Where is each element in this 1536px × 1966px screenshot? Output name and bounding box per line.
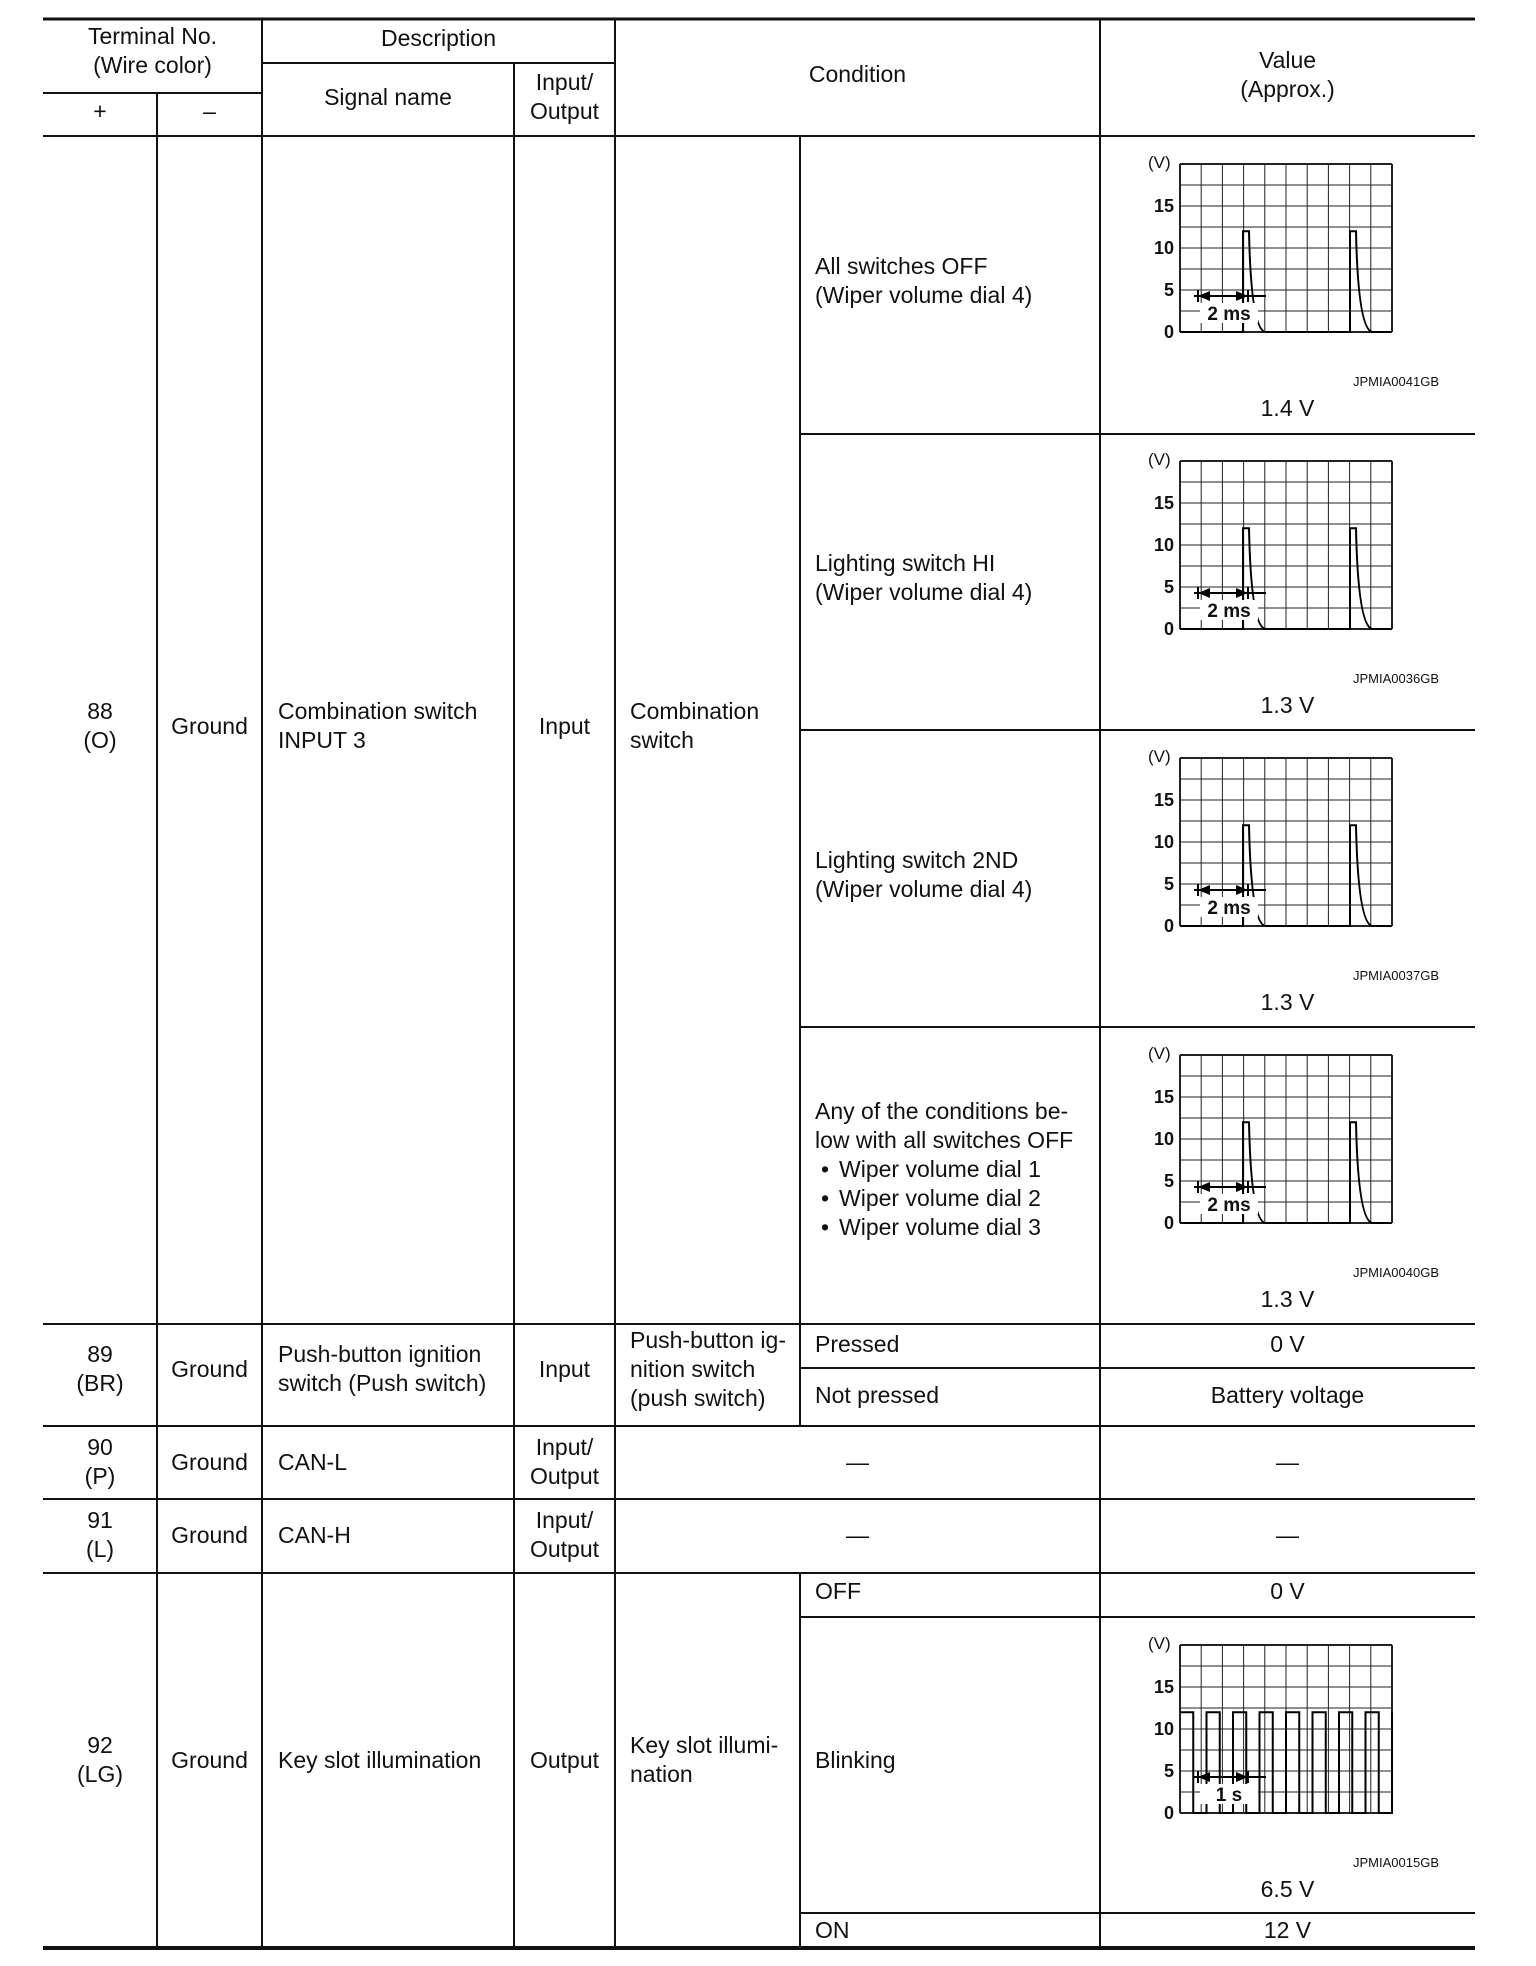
row88-io: Input — [538, 713, 591, 739]
header-plus: + — [93, 98, 107, 124]
row89-signal — [278, 1340, 514, 1398]
row88-sub4-bullet-3-text: Wiper volume dial 3 — [839, 1214, 1041, 1240]
row91-terminal — [43, 1506, 157, 1564]
row88-sub1-condition-line-2: (Wiper volume dial 4) — [815, 282, 1033, 308]
value-reading: 1.3 V — [1260, 1286, 1315, 1312]
row88-sub3-condition — [815, 846, 1095, 904]
row90-minus: Ground — [171, 1449, 248, 1475]
row92-condition-group — [630, 1731, 800, 1789]
header-terminal-no-line: Terminal No. — [87, 23, 218, 49]
time-marker-arrow — [1198, 588, 1210, 598]
axis-tick-label: 15 — [1153, 790, 1174, 810]
row88-signal — [278, 697, 514, 755]
row90-io — [514, 1433, 615, 1491]
row88-sub4-condition-line-1: Any of the conditions be- — [815, 1098, 1069, 1124]
axis-tick-label: 10 — [1153, 535, 1174, 555]
row89-sub2-value: Battery voltage — [1210, 1382, 1365, 1408]
row90-io-line-1: Input/ — [535, 1434, 594, 1460]
row88-terminal-no: 88 — [87, 698, 113, 724]
value-reading: 1.3 V — [1260, 989, 1315, 1015]
axis-unit-label: (V) — [1148, 1044, 1171, 1063]
time-marker-arrow — [1198, 1772, 1210, 1782]
row88-sub4-bullet-2-text: Wiper volume dial 2 — [839, 1185, 1041, 1211]
figure-code: JPMIA0015GB — [1353, 1855, 1439, 1870]
row89-condition-group-line-2: nition switch — [630, 1356, 756, 1382]
row89-io: Input — [538, 1356, 591, 1382]
header-value-line-1: Value — [1258, 47, 1317, 73]
row89-condition-group-line-1: Push-button ig- — [630, 1327, 786, 1353]
axis-tick-label: 15 — [1153, 196, 1174, 216]
axis-tick-label: 0 — [1163, 322, 1174, 342]
axis-unit-label: (V) — [1148, 747, 1171, 766]
row92-terminal-no: 92 — [87, 1732, 113, 1758]
row88-sub4-bullet-1-text: Wiper volume dial 1 — [839, 1156, 1041, 1182]
row89-condition-group — [630, 1326, 800, 1413]
header-condition: Condition — [808, 61, 907, 87]
axis-tick-label: 15 — [1153, 1677, 1174, 1697]
header-io-line-1: Input/ — [535, 69, 594, 95]
header-value-line-2: (Approx.) — [1240, 76, 1335, 102]
header-value — [1100, 46, 1475, 104]
row89-minus: Ground — [171, 1356, 248, 1382]
oscilloscope-waveform — [1100, 730, 1475, 1028]
row88-sub1-condition — [815, 252, 1095, 310]
row91-terminal-no: 91 — [87, 1507, 113, 1533]
axis-tick-label: 5 — [1163, 1171, 1174, 1191]
axis-tick-label: 5 — [1163, 577, 1174, 597]
row90-io-line-2: Output — [529, 1463, 600, 1489]
row90-signal: CAN-L — [278, 1449, 348, 1475]
row91-wire-color: (L) — [85, 1536, 115, 1562]
value-reading: 1.4 V — [1260, 395, 1315, 421]
time-scale-label: 2 ms — [1207, 304, 1251, 325]
row88-condition-group-line-2: switch — [630, 727, 694, 753]
row88-sub4-bullet-1: • Wiper volume dial 1 — [821, 1156, 1041, 1182]
row89-terminal-no: 89 — [87, 1341, 113, 1367]
row92-terminal — [43, 1731, 157, 1789]
row92-condition-group-line-1: Key slot illumi- — [630, 1732, 779, 1758]
row92-io: Output — [529, 1747, 600, 1773]
time-scale-label: 1 s — [1215, 1785, 1243, 1806]
header-minus: – — [203, 98, 216, 124]
time-marker-arrow — [1198, 885, 1210, 895]
axis-tick-label: 10 — [1153, 1719, 1174, 1739]
axis-tick-label: 0 — [1163, 916, 1174, 936]
row91-io-line-1: Input/ — [535, 1507, 594, 1533]
axis-tick-label: 0 — [1163, 1213, 1174, 1233]
axis-tick-label: 10 — [1153, 832, 1174, 852]
header-signal-name: Signal name — [324, 84, 452, 110]
row89-signal-line-1: Push-button ignition — [278, 1341, 482, 1367]
row90-terminal — [43, 1433, 157, 1491]
row88-signal-line-1: Combination switch — [278, 698, 478, 724]
axis-tick-label: 10 — [1153, 238, 1174, 258]
axis-tick-label: 5 — [1163, 874, 1174, 894]
row88-sub2-condition-line-1: Lighting switch HI — [815, 550, 996, 576]
value-reading: 1.3 V — [1260, 692, 1315, 718]
time-marker-arrow — [1198, 291, 1210, 301]
row88-terminal — [43, 697, 157, 755]
header-io-line-2: Output — [529, 98, 600, 124]
row92-sub1-value: 0 V — [1270, 1578, 1305, 1604]
row88-sub1-condition-line-1: All switches OFF — [815, 253, 988, 279]
figure-code: JPMIA0041GB — [1353, 374, 1439, 389]
value-reading: 6.5 V — [1260, 1876, 1315, 1902]
row91-value: — — [1276, 1522, 1299, 1548]
axis-unit-label: (V) — [1148, 153, 1171, 172]
row88-sub4-condition-line-2: low with all switches OFF — [815, 1127, 1074, 1153]
row89-signal-line-2: switch (Push switch) — [278, 1370, 487, 1396]
row89-sub1-condition: Pressed — [815, 1331, 900, 1357]
oscilloscope-waveform — [1100, 136, 1475, 434]
axis-unit-label: (V) — [1148, 450, 1171, 469]
header-terminal-no — [43, 22, 262, 80]
time-scale-label: 2 ms — [1207, 601, 1251, 622]
row89-terminal — [43, 1340, 157, 1398]
row91-io-line-2: Output — [529, 1536, 600, 1562]
header-wire-color-line: (Wire color) — [93, 52, 212, 78]
row89-sub1-value: 0 V — [1270, 1331, 1305, 1357]
figure-code: JPMIA0037GB — [1353, 968, 1439, 983]
axis-tick-label: 0 — [1163, 619, 1174, 639]
axis-tick-label: 5 — [1163, 1761, 1174, 1781]
oscilloscope-waveform — [1100, 1027, 1475, 1325]
row89-wire-color: (BR) — [76, 1370, 124, 1396]
figure-code: JPMIA0040GB — [1353, 1265, 1439, 1280]
row91-signal: CAN-H — [278, 1522, 351, 1548]
row91-io — [514, 1506, 615, 1564]
row88-sub4-condition — [815, 1097, 1095, 1242]
figure-code: JPMIA0036GB — [1353, 671, 1439, 686]
row88-sub3-condition-line-2: (Wiper volume dial 4) — [815, 876, 1033, 902]
row88-wire-color: (O) — [83, 727, 117, 753]
row90-value: — — [1276, 1449, 1299, 1475]
time-scale-label: 2 ms — [1207, 1195, 1251, 1216]
row88-condition-group-line-1: Combination — [630, 698, 760, 724]
row88-sub4-bullet-3: • Wiper volume dial 3 — [821, 1214, 1041, 1240]
axis-unit-label: (V) — [1148, 1634, 1171, 1653]
oscilloscope-waveform — [1100, 433, 1475, 731]
row88-minus: Ground — [171, 713, 248, 739]
row88-sub2-condition — [815, 549, 1095, 607]
row92-condition-group-line-2: nation — [630, 1761, 693, 1787]
row92-minus: Ground — [171, 1747, 248, 1773]
row92-sub3-value: 12 V — [1263, 1917, 1312, 1943]
row91-minus: Ground — [171, 1522, 248, 1548]
axis-tick-label: 15 — [1153, 1087, 1174, 1107]
row88-signal-line-2: INPUT 3 — [278, 727, 366, 753]
row88-sub2-condition-line-2: (Wiper volume dial 4) — [815, 579, 1033, 605]
row91-condition: — — [846, 1522, 869, 1548]
row88-condition-group — [630, 697, 800, 755]
time-marker-arrow — [1198, 1182, 1210, 1192]
row92-sub3-condition: ON — [815, 1917, 850, 1943]
row89-condition-group-line-3: (push switch) — [630, 1385, 766, 1411]
row92-signal: Key slot illumination — [278, 1747, 482, 1773]
row88-sub4-bullet-2: • Wiper volume dial 2 — [821, 1185, 1041, 1211]
row90-wire-color: (P) — [84, 1463, 116, 1489]
header-description: Description — [380, 25, 497, 51]
axis-tick-label: 0 — [1163, 1803, 1174, 1823]
header-input-output — [514, 68, 615, 126]
row92-sub1-condition: OFF — [815, 1578, 861, 1604]
axis-tick-label: 5 — [1163, 280, 1174, 300]
axis-tick-label: 10 — [1153, 1129, 1174, 1149]
row92-sub2-condition: Blinking — [815, 1747, 896, 1773]
row90-terminal-no: 90 — [87, 1434, 113, 1460]
row92-wire-color: (LG) — [77, 1761, 123, 1787]
axis-tick-label: 15 — [1153, 493, 1174, 513]
time-scale-label: 2 ms — [1207, 898, 1251, 919]
row88-sub3-condition-line-1: Lighting switch 2ND — [815, 847, 1019, 873]
row89-sub2-condition: Not pressed — [815, 1382, 940, 1408]
oscilloscope-waveform — [1100, 1617, 1475, 1915]
row90-condition: — — [846, 1449, 869, 1475]
